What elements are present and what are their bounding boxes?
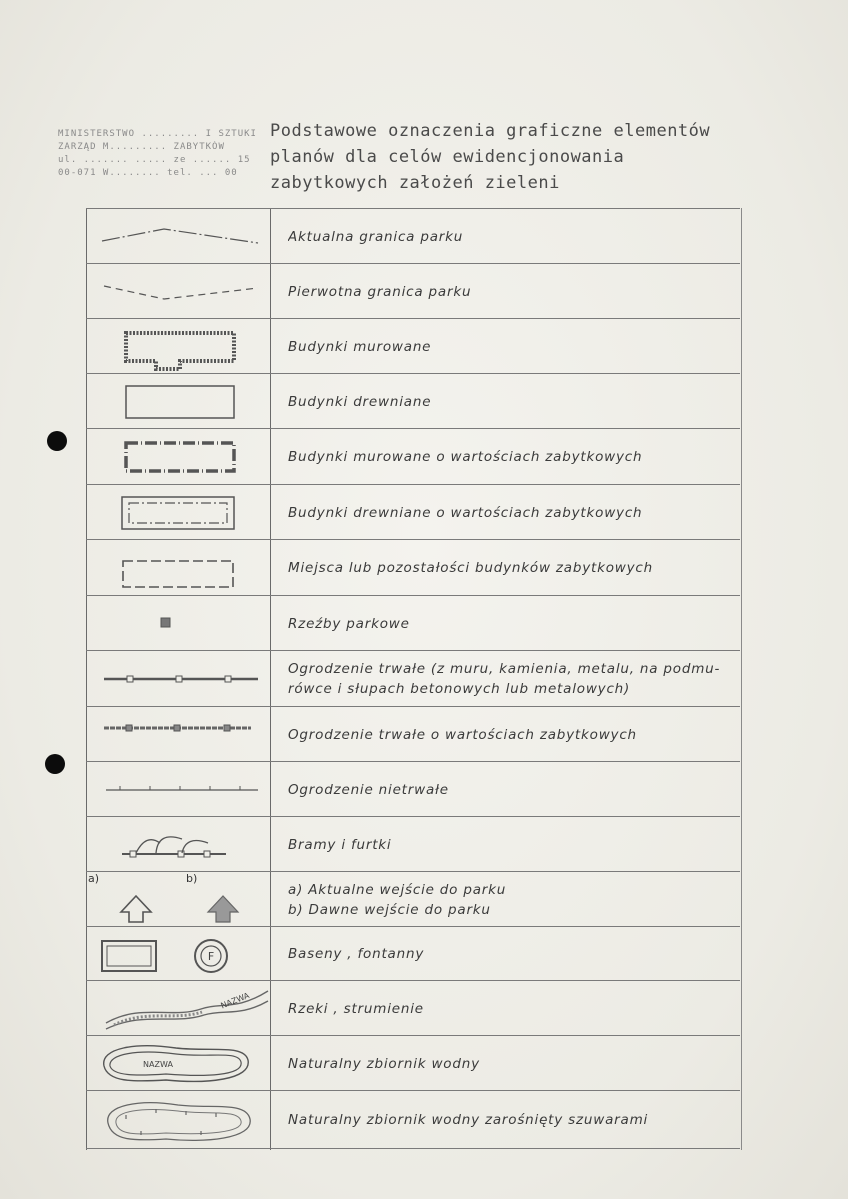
title-line: planów dla celów ewidencjonowania [270,147,625,167]
legend-label [288,944,733,964]
stamp-line: ZARZĄD M......... ZABYTKÓW [58,142,225,152]
document-title [270,118,710,196]
legend-label-line: b) Dawne wejście do parku [288,902,491,918]
stamp-line: MINISTERSTWO ......... I SZTUKI [58,129,257,139]
legend-label-line: Ogrodzenie nietrwałe [288,782,449,798]
legend-row [86,428,740,485]
legend-row [86,1090,740,1149]
institution-stamp [58,128,263,180]
natural-pond-symbol [86,1036,270,1091]
legend-label [288,282,733,302]
legend-label-line: Naturalny zbiornik wodny zarośnięty szuwarami [288,1112,649,1128]
legend-label-line: Pierwotna granica parku [288,284,472,300]
legend-label-line: Baseny , fontanny [288,946,425,962]
legend-row [86,980,740,1036]
stamp-line: ul. ....... ..... ze ...... 15 [58,155,251,165]
historic-fence-symbol [86,707,270,762]
legend-label [288,999,733,1019]
legend-label-line: Budynki murowane [288,339,432,355]
legend-label [288,337,733,357]
legend-row [86,816,740,872]
legend-label-line: Rzeki , strumienie [288,1001,424,1017]
legend-label [288,725,733,745]
legend-label-line: Ogrodzenie trwałe (z muru, kamienia, metalu, na podmu- [288,661,721,677]
legend-label-line: a) Aktualne wejście do parku [288,882,507,898]
historic-wooden-building-symbol [86,485,270,540]
legend-row [86,539,740,596]
pond-name-tag: NAZWA [143,1060,173,1069]
legend-label-line: Budynki murowane o wartościach zabytkowych [288,449,643,465]
legend-label-line: Ogrodzenie trwałe o wartościach zabytkowych [288,727,637,743]
legend-label [288,447,733,467]
temporary-fence-symbol [86,762,270,817]
legend-row [86,761,740,817]
entrances-symbol [86,872,270,927]
legend-label [288,780,733,800]
legend-label [288,227,733,247]
title-line: Podstawowe oznaczenia graficzne elementów [270,121,710,141]
legend-row [86,926,740,981]
legend-row [86,373,740,429]
legend-label-line: Naturalny zbiornik wodny [288,1056,480,1072]
legend-label [288,835,733,855]
legend-row [86,871,740,927]
legend-label [288,1054,733,1074]
legend-label [288,503,733,523]
legend-label-line: Miejsca lub pozostałości budynków zabytkowych [288,560,653,576]
legend-label-line: Budynki drewniane [288,394,432,410]
permanent-fence-symbol [86,651,270,707]
river-name-tag: NAZWA [219,990,251,1011]
pools-symbol [86,927,270,981]
fountain-letter: F [207,950,215,963]
legend-label [288,880,733,920]
stamp-line: 00-071 W........ tel. ... 00 [58,168,238,178]
building-remains-symbol [86,540,270,596]
legend-label-line: Aktualna granica parku [288,229,464,245]
punch-hole-top [47,431,67,451]
legend-label [288,558,733,578]
punch-hole-bottom [45,754,65,774]
entrance-mark-a: a) [88,872,100,885]
title-line: zabytkowych założeń zieleni [270,173,560,193]
legend-row [86,318,740,374]
legend-label-line: rówce i słupach betonowych lub metalowych) [288,681,631,697]
gates-symbol [86,817,270,872]
masonry-building-symbol [86,319,270,374]
rivers-symbol [86,981,270,1036]
historic-masonry-building-symbol [86,429,270,485]
wooden-building-symbol [86,374,270,429]
legend-label [288,659,733,699]
entrance-mark-b: b) [186,872,198,885]
legend-row [86,706,740,762]
actual-boundary-symbol [86,209,270,264]
legend-label [288,614,733,634]
legend-row [86,208,740,264]
legend-label [288,1110,733,1130]
legend-label-line: Bramy i furtki [288,837,392,853]
legend-table-bottom [86,1148,740,1149]
legend-row [86,595,740,651]
legend-row [86,1035,740,1091]
legend-label-line: Rzeźby parkowe [288,616,410,632]
legend-row [86,263,740,319]
legend-row [86,484,740,540]
legend-label-line: Budynki drewniane o wartościach zabytkowych [288,505,643,521]
overgrown-pond-symbol [86,1091,270,1149]
original-boundary-symbol [86,264,270,319]
legend-row [86,650,740,707]
sculpture-symbol [86,596,270,651]
legend-label [288,392,733,412]
